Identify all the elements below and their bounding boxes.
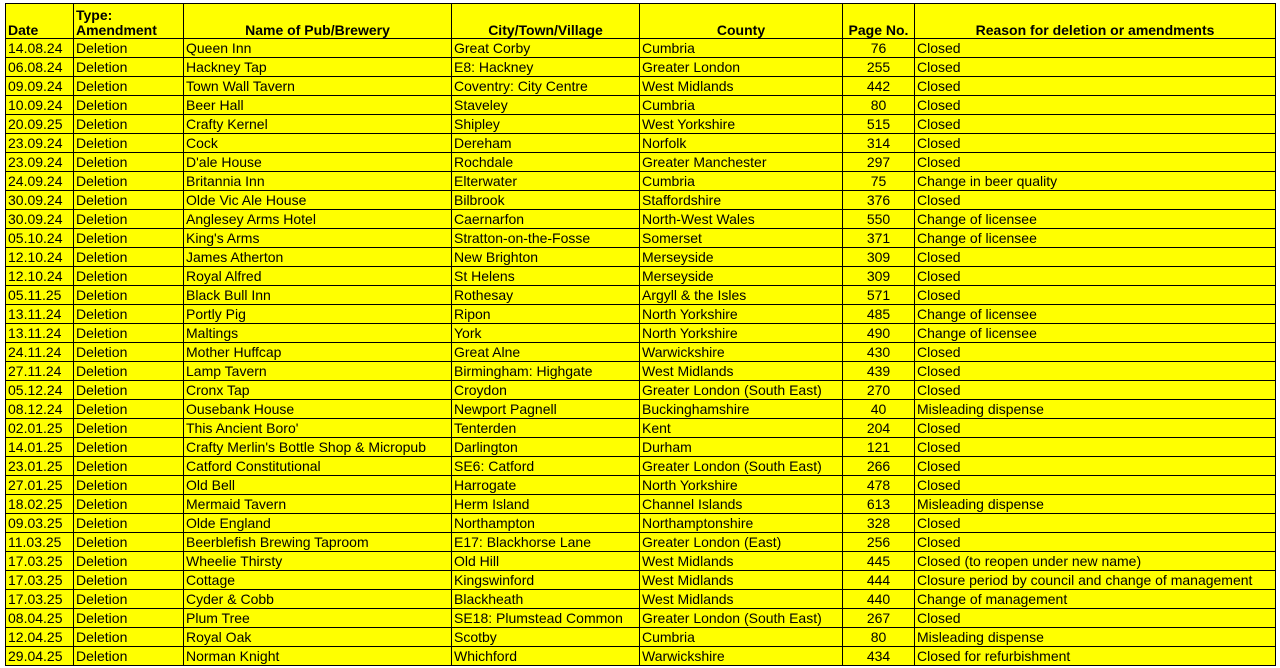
- cell-name[interactable]: Town Wall Tavern: [184, 77, 452, 96]
- cell-reason[interactable]: Closed: [915, 609, 1276, 628]
- cell-county[interactable]: North Yorkshire: [640, 476, 843, 495]
- cell-date[interactable]: 24.09.24: [6, 172, 74, 191]
- table-row: [6, 172, 1276, 191]
- cell-city[interactable]: Rothesay: [452, 286, 640, 305]
- cell-county[interactable]: West Midlands: [640, 77, 843, 96]
- cell-date[interactable]: 30.09.24: [6, 191, 74, 210]
- cell-date[interactable]: 06.08.24: [6, 58, 74, 77]
- cell-type[interactable]: Deletion: [74, 286, 184, 305]
- cell-date[interactable]: 05.10.24: [6, 229, 74, 248]
- cell-page[interactable]: 442: [843, 77, 915, 96]
- cell-type[interactable]: Deletion: [74, 362, 184, 381]
- cell-date[interactable]: 24.11.24: [6, 343, 74, 362]
- cell-city[interactable]: Bilbrook: [452, 191, 640, 210]
- table-row: [6, 115, 1276, 134]
- cell-county[interactable]: Argyll & the Isles: [640, 286, 843, 305]
- cell-reason[interactable]: Closed: [915, 39, 1276, 58]
- cell-city[interactable]: E8: Hackney: [452, 58, 640, 77]
- cell-date[interactable]: 09.09.24: [6, 77, 74, 96]
- cell-city[interactable]: Northampton: [452, 514, 640, 533]
- cell-county[interactable]: Cumbria: [640, 628, 843, 647]
- cell-reason[interactable]: Closed: [915, 134, 1276, 153]
- cell-county[interactable]: Channel Islands: [640, 495, 843, 514]
- table-row: [6, 419, 1276, 438]
- cell-reason[interactable]: Closed: [915, 533, 1276, 552]
- cell-reason[interactable]: Closure period by council and change of management: [915, 571, 1276, 590]
- cell-county[interactable]: Cumbria: [640, 96, 843, 115]
- cell-name[interactable]: Beerblefish Brewing Taproom: [184, 533, 452, 552]
- table-row: [6, 134, 1276, 153]
- cell-date[interactable]: 17.03.25: [6, 552, 74, 571]
- cell-county[interactable]: Somerset: [640, 229, 843, 248]
- cell-date[interactable]: 08.04.25: [6, 609, 74, 628]
- cell-name[interactable]: Norman Knight: [184, 647, 452, 666]
- cell-date[interactable]: 02.01.25: [6, 419, 74, 438]
- cell-name[interactable]: Queen Inn: [184, 39, 452, 58]
- cell-name[interactable]: Mother Huffcap: [184, 343, 452, 362]
- cell-page[interactable]: 478: [843, 476, 915, 495]
- cell-type[interactable]: Deletion: [74, 267, 184, 286]
- cell-page[interactable]: 270: [843, 381, 915, 400]
- cell-name[interactable]: Cock: [184, 134, 452, 153]
- cell-type[interactable]: Deletion: [74, 590, 184, 609]
- cell-date[interactable]: 12.04.25: [6, 628, 74, 647]
- cell-date[interactable]: 20.09.25: [6, 115, 74, 134]
- cell-date[interactable]: 09.03.25: [6, 514, 74, 533]
- cell-reason[interactable]: Change in beer quality: [915, 172, 1276, 191]
- cell-page[interactable]: 314: [843, 134, 915, 153]
- cell-type[interactable]: Deletion: [74, 476, 184, 495]
- cell-reason[interactable]: Closed (to reopen under new name): [915, 552, 1276, 571]
- cell-page[interactable]: 266: [843, 457, 915, 476]
- cell-date[interactable]: 14.08.24: [6, 39, 74, 58]
- cell-page[interactable]: 444: [843, 571, 915, 590]
- table-row: [6, 590, 1276, 609]
- cell-name[interactable]: Olde England: [184, 514, 452, 533]
- cell-reason[interactable]: Closed: [915, 115, 1276, 134]
- cell-reason[interactable]: Misleading dispense: [915, 400, 1276, 419]
- cell-reason[interactable]: Change of management: [915, 590, 1276, 609]
- spreadsheet: [5, 3, 1276, 666]
- cell-county[interactable]: West Midlands: [640, 362, 843, 381]
- cell-page[interactable]: 571: [843, 286, 915, 305]
- cell-name[interactable]: Crafty Kernel: [184, 115, 452, 134]
- cell-reason[interactable]: Closed: [915, 514, 1276, 533]
- cell-type[interactable]: Deletion: [74, 457, 184, 476]
- cell-city[interactable]: Whichford: [452, 647, 640, 666]
- cell-name[interactable]: This Ancient Boro': [184, 419, 452, 438]
- cell-page[interactable]: 80: [843, 628, 915, 647]
- cell-page[interactable]: 613: [843, 495, 915, 514]
- header-city[interactable]: City/Town/Village: [452, 4, 640, 39]
- cell-county[interactable]: Greater London (South East): [640, 609, 843, 628]
- cell-date[interactable]: 08.12.24: [6, 400, 74, 419]
- cell-county[interactable]: Greater London (South East): [640, 457, 843, 476]
- cell-reason[interactable]: Change of licensee: [915, 229, 1276, 248]
- cell-county[interactable]: West Midlands: [640, 552, 843, 571]
- cell-date[interactable]: 17.03.25: [6, 571, 74, 590]
- cell-type[interactable]: Deletion: [74, 172, 184, 191]
- cell-reason[interactable]: Closed: [915, 286, 1276, 305]
- cell-county[interactable]: Warwickshire: [640, 343, 843, 362]
- cell-reason[interactable]: Closed: [915, 58, 1276, 77]
- cell-reason[interactable]: Closed: [915, 381, 1276, 400]
- cell-name[interactable]: Lamp Tavern: [184, 362, 452, 381]
- cell-type[interactable]: Deletion: [74, 191, 184, 210]
- cell-date[interactable]: 27.01.25: [6, 476, 74, 495]
- cell-county[interactable]: West Yorkshire: [640, 115, 843, 134]
- cell-page[interactable]: 121: [843, 438, 915, 457]
- cell-date[interactable]: 13.11.24: [6, 305, 74, 324]
- cell-name[interactable]: Portly Pig: [184, 305, 452, 324]
- cell-type[interactable]: Deletion: [74, 343, 184, 362]
- table-row: [6, 609, 1276, 628]
- cell-city[interactable]: Ripon: [452, 305, 640, 324]
- cell-type[interactable]: Deletion: [74, 248, 184, 267]
- cell-date[interactable]: 27.11.24: [6, 362, 74, 381]
- cell-type[interactable]: Deletion: [74, 571, 184, 590]
- cell-date[interactable]: 10.09.24: [6, 96, 74, 115]
- cell-page[interactable]: 267: [843, 609, 915, 628]
- cell-name[interactable]: Cottage: [184, 571, 452, 590]
- cell-name[interactable]: Beer Hall: [184, 96, 452, 115]
- table-row: [6, 400, 1276, 419]
- table-row: [6, 39, 1276, 58]
- cell-city[interactable]: Caernarfon: [452, 210, 640, 229]
- cell-reason[interactable]: Misleading dispense: [915, 495, 1276, 514]
- cell-page[interactable]: 328: [843, 514, 915, 533]
- cell-reason[interactable]: Closed: [915, 153, 1276, 172]
- table-body: [6, 39, 1276, 666]
- cell-page[interactable]: 80: [843, 96, 915, 115]
- cell-type[interactable]: Deletion: [74, 609, 184, 628]
- cell-name[interactable]: Britannia Inn: [184, 172, 452, 191]
- header-page[interactable]: Page No.: [843, 4, 915, 39]
- cell-reason[interactable]: Closed: [915, 343, 1276, 362]
- cell-reason[interactable]: Change of licensee: [915, 305, 1276, 324]
- cell-city[interactable]: Coventry: City Centre: [452, 77, 640, 96]
- cell-city[interactable]: Dereham: [452, 134, 640, 153]
- cell-type[interactable]: Deletion: [74, 58, 184, 77]
- cell-county[interactable]: Greater Manchester: [640, 153, 843, 172]
- cell-county[interactable]: Merseyside: [640, 267, 843, 286]
- table-row: [6, 210, 1276, 229]
- cell-name[interactable]: Ousebank House: [184, 400, 452, 419]
- cell-type[interactable]: Deletion: [74, 514, 184, 533]
- cell-page[interactable]: 297: [843, 153, 915, 172]
- cell-page[interactable]: 490: [843, 324, 915, 343]
- table-row: [6, 191, 1276, 210]
- table-row: [6, 305, 1276, 324]
- table-row: [6, 552, 1276, 571]
- header-county[interactable]: County: [640, 4, 843, 39]
- cell-date[interactable]: 17.03.25: [6, 590, 74, 609]
- table-row: [6, 438, 1276, 457]
- cell-name[interactable]: King's Arms: [184, 229, 452, 248]
- cell-type[interactable]: Deletion: [74, 39, 184, 58]
- cell-type[interactable]: Deletion: [74, 647, 184, 666]
- cell-county[interactable]: Buckinghamshire: [640, 400, 843, 419]
- cell-county[interactable]: Cumbria: [640, 39, 843, 58]
- cell-county[interactable]: Merseyside: [640, 248, 843, 267]
- cell-reason[interactable]: Closed: [915, 96, 1276, 115]
- table-row: [6, 248, 1276, 267]
- table-row: [6, 457, 1276, 476]
- cell-page[interactable]: 255: [843, 58, 915, 77]
- table-row: [6, 647, 1276, 666]
- cell-name[interactable]: Mermaid Tavern: [184, 495, 452, 514]
- cell-page[interactable]: 439: [843, 362, 915, 381]
- cell-type[interactable]: Deletion: [74, 134, 184, 153]
- cell-date[interactable]: 14.01.25: [6, 438, 74, 457]
- cell-reason[interactable]: Closed: [915, 419, 1276, 438]
- cell-city[interactable]: Blackheath: [452, 590, 640, 609]
- cell-date[interactable]: 12.10.24: [6, 267, 74, 286]
- cell-reason[interactable]: Closed: [915, 457, 1276, 476]
- table-row: [6, 381, 1276, 400]
- cell-city[interactable]: York: [452, 324, 640, 343]
- cell-name[interactable]: Royal Alfred: [184, 267, 452, 286]
- table-row: [6, 324, 1276, 343]
- cell-date[interactable]: 05.11.25: [6, 286, 74, 305]
- header-name[interactable]: Name of Pub/Brewery: [184, 4, 452, 39]
- cell-city[interactable]: Old Hill: [452, 552, 640, 571]
- cell-city[interactable]: E17: Blackhorse Lane: [452, 533, 640, 552]
- cell-page[interactable]: 75: [843, 172, 915, 191]
- cell-date[interactable]: 23.09.24: [6, 153, 74, 172]
- table-row: [6, 96, 1276, 115]
- cell-city[interactable]: Kingswinford: [452, 571, 640, 590]
- cell-date[interactable]: 30.09.24: [6, 210, 74, 229]
- table-row: [6, 286, 1276, 305]
- table-row: [6, 476, 1276, 495]
- cell-page[interactable]: 371: [843, 229, 915, 248]
- cell-page[interactable]: 550: [843, 210, 915, 229]
- cell-name[interactable]: James Atherton: [184, 248, 452, 267]
- cell-type[interactable]: Deletion: [74, 495, 184, 514]
- cell-type[interactable]: Deletion: [74, 77, 184, 96]
- cell-name[interactable]: Catford Constitutional: [184, 457, 452, 476]
- cell-type[interactable]: Deletion: [74, 381, 184, 400]
- cell-reason[interactable]: Change of licensee: [915, 210, 1276, 229]
- cell-city[interactable]: Rochdale: [452, 153, 640, 172]
- cell-county[interactable]: Greater London: [640, 58, 843, 77]
- cell-name[interactable]: Royal Oak: [184, 628, 452, 647]
- cell-county[interactable]: Norfolk: [640, 134, 843, 153]
- table-row: [6, 514, 1276, 533]
- cell-county[interactable]: Staffordshire: [640, 191, 843, 210]
- cell-type[interactable]: Deletion: [74, 153, 184, 172]
- cell-name[interactable]: Old Bell: [184, 476, 452, 495]
- cell-city[interactable]: Birmingham: Highgate: [452, 362, 640, 381]
- cell-city[interactable]: Great Corby: [452, 39, 640, 58]
- cell-page[interactable]: 76: [843, 39, 915, 58]
- amendments-table: [5, 3, 1276, 666]
- cell-type[interactable]: Deletion: [74, 210, 184, 229]
- cell-page[interactable]: 434: [843, 647, 915, 666]
- cell-county[interactable]: North-West Wales: [640, 210, 843, 229]
- cell-reason[interactable]: Closed for refurbishment: [915, 647, 1276, 666]
- cell-type[interactable]: Deletion: [74, 438, 184, 457]
- cell-city[interactable]: Tenterden: [452, 419, 640, 438]
- cell-reason[interactable]: Closed: [915, 248, 1276, 267]
- cell-city[interactable]: Elterwater: [452, 172, 640, 191]
- cell-name[interactable]: Wheelie Thirsty: [184, 552, 452, 571]
- cell-city[interactable]: Great Alne: [452, 343, 640, 362]
- cell-city[interactable]: Newport Pagnell: [452, 400, 640, 419]
- cell-county[interactable]: Greater London (East): [640, 533, 843, 552]
- cell-page[interactable]: 485: [843, 305, 915, 324]
- cell-type[interactable]: Deletion: [74, 229, 184, 248]
- cell-county[interactable]: West Midlands: [640, 571, 843, 590]
- cell-reason[interactable]: Closed: [915, 476, 1276, 495]
- cell-page[interactable]: 445: [843, 552, 915, 571]
- cell-type[interactable]: Deletion: [74, 400, 184, 419]
- cell-name[interactable]: Maltings: [184, 324, 452, 343]
- cell-page[interactable]: 309: [843, 267, 915, 286]
- cell-date[interactable]: 05.12.24: [6, 381, 74, 400]
- cell-city[interactable]: SE6: Catford: [452, 457, 640, 476]
- cell-page[interactable]: 256: [843, 533, 915, 552]
- cell-date[interactable]: 18.02.25: [6, 495, 74, 514]
- cell-name[interactable]: Hackney Tap: [184, 58, 452, 77]
- cell-page[interactable]: 376: [843, 191, 915, 210]
- cell-county[interactable]: North Yorkshire: [640, 324, 843, 343]
- cell-type[interactable]: Deletion: [74, 552, 184, 571]
- cell-date[interactable]: 23.09.24: [6, 134, 74, 153]
- cell-type[interactable]: Deletion: [74, 96, 184, 115]
- cell-city[interactable]: SE18: Plumstead Common: [452, 609, 640, 628]
- cell-page[interactable]: 515: [843, 115, 915, 134]
- table-row: [6, 267, 1276, 286]
- cell-date[interactable]: 12.10.24: [6, 248, 74, 267]
- header-type[interactable]: Type: Amendment: [74, 4, 184, 39]
- cell-city[interactable]: Croydon: [452, 381, 640, 400]
- cell-name[interactable]: Olde Vic Ale House: [184, 191, 452, 210]
- cell-city[interactable]: Darlington: [452, 438, 640, 457]
- table-row: [6, 362, 1276, 381]
- cell-page[interactable]: 309: [843, 248, 915, 267]
- cell-city[interactable]: Herm Island: [452, 495, 640, 514]
- cell-type[interactable]: Deletion: [74, 324, 184, 343]
- cell-reason[interactable]: Misleading dispense: [915, 628, 1276, 647]
- cell-date[interactable]: 29.04.25: [6, 647, 74, 666]
- cell-reason[interactable]: Change of licensee: [915, 324, 1276, 343]
- table-row: [6, 58, 1276, 77]
- table-row: [6, 628, 1276, 647]
- cell-page[interactable]: 204: [843, 419, 915, 438]
- cell-city[interactable]: New Brighton: [452, 248, 640, 267]
- table-row: [6, 343, 1276, 362]
- cell-reason[interactable]: Closed: [915, 362, 1276, 381]
- cell-reason[interactable]: Closed: [915, 191, 1276, 210]
- cell-city[interactable]: St Helens: [452, 267, 640, 286]
- cell-county[interactable]: Warwickshire: [640, 647, 843, 666]
- cell-city[interactable]: Scotby: [452, 628, 640, 647]
- table-row: [6, 77, 1276, 96]
- cell-county[interactable]: North Yorkshire: [640, 305, 843, 324]
- cell-type[interactable]: Deletion: [74, 115, 184, 134]
- header-row: [6, 4, 1276, 39]
- cell-name[interactable]: Crafty Merlin's Bottle Shop & Micropub: [184, 438, 452, 457]
- cell-reason[interactable]: Closed: [915, 267, 1276, 286]
- cell-type[interactable]: Deletion: [74, 305, 184, 324]
- cell-name[interactable]: D'ale House: [184, 153, 452, 172]
- cell-page[interactable]: 440: [843, 590, 915, 609]
- cell-county[interactable]: Durham: [640, 438, 843, 457]
- cell-city[interactable]: Staveley: [452, 96, 640, 115]
- cell-county[interactable]: Cumbria: [640, 172, 843, 191]
- cell-name[interactable]: Anglesey Arms Hotel: [184, 210, 452, 229]
- cell-reason[interactable]: Closed: [915, 77, 1276, 96]
- table-row: [6, 495, 1276, 514]
- cell-county[interactable]: Kent: [640, 419, 843, 438]
- cell-city[interactable]: Harrogate: [452, 476, 640, 495]
- cell-city[interactable]: Shipley: [452, 115, 640, 134]
- table-row: [6, 571, 1276, 590]
- table-row: [6, 229, 1276, 248]
- cell-county[interactable]: West Midlands: [640, 590, 843, 609]
- cell-name[interactable]: Black Bull Inn: [184, 286, 452, 305]
- cell-date[interactable]: 23.01.25: [6, 457, 74, 476]
- cell-name[interactable]: Cyder & Cobb: [184, 590, 452, 609]
- header-date[interactable]: Date: [6, 4, 74, 39]
- header-reason[interactable]: Reason for deletion or amendments: [915, 4, 1276, 39]
- cell-name[interactable]: Cronx Tap: [184, 381, 452, 400]
- cell-county[interactable]: Northamptonshire: [640, 514, 843, 533]
- cell-type[interactable]: Deletion: [74, 533, 184, 552]
- cell-type[interactable]: Deletion: [74, 419, 184, 438]
- table-row: [6, 533, 1276, 552]
- cell-page[interactable]: 430: [843, 343, 915, 362]
- cell-date[interactable]: 13.11.24: [6, 324, 74, 343]
- cell-reason[interactable]: Closed: [915, 438, 1276, 457]
- cell-name[interactable]: Plum Tree: [184, 609, 452, 628]
- cell-county[interactable]: Greater London (South East): [640, 381, 843, 400]
- cell-city[interactable]: Stratton-on-the-Fosse: [452, 229, 640, 248]
- cell-type[interactable]: Deletion: [74, 628, 184, 647]
- cell-date[interactable]: 11.03.25: [6, 533, 74, 552]
- cell-page[interactable]: 40: [843, 400, 915, 419]
- table-row: [6, 153, 1276, 172]
